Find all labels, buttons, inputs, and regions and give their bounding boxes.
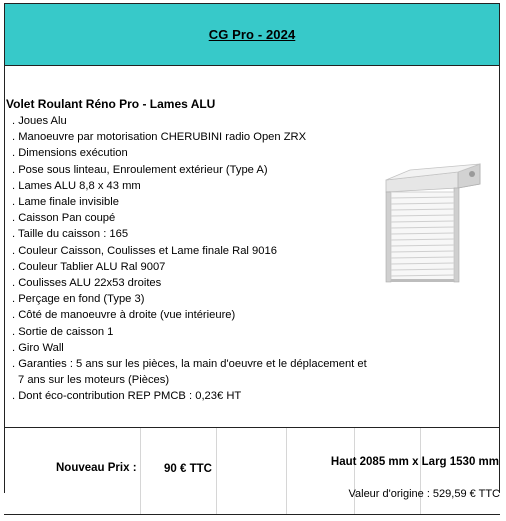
feature-item: . Caisson Pan coupé <box>12 212 116 225</box>
feature-item: . Joues Alu <box>12 115 67 127</box>
feature-item: . Garanties : 5 ans sur les pièces, la main d'oeuvre et le déplacement et <box>12 358 367 371</box>
feature-item: . Coulisses ALU 22x53 droites <box>12 277 162 290</box>
new-price-label: Nouveau Prix : <box>56 462 137 474</box>
dimensions-text: Haut 2085 mm x Larg 1530 mm <box>330 456 499 468</box>
feature-item: . Côté de manoeuvre à droite (vue intérieure) <box>12 309 236 322</box>
feature-item: . Dimensions exécution <box>12 147 128 160</box>
feature-item: . Couleur Tablier ALU Ral 9007 <box>12 260 166 273</box>
feature-item: . Taille du caisson : 165 <box>12 228 129 241</box>
page-title: CG Pro - 2024 <box>208 27 296 42</box>
footer-divider <box>4 427 500 428</box>
product-title: Volet Roulant Réno Pro - Lames ALU <box>6 97 216 111</box>
feature-item: . Manoeuvre par motorisation CHERUBINI radio Open ZRX <box>12 131 307 144</box>
feature-item: . Perçage en fond (Type 3) <box>12 293 145 306</box>
feature-item: . Pose sous linteau, Enroulement extérieur (Type A) <box>12 163 268 176</box>
feature-item: 7 ans sur les moteurs (Pièces) <box>18 374 170 387</box>
feature-item: . Lame finale invisible <box>12 196 119 209</box>
feature-item: . Lames ALU 8,8 x 43 mm <box>12 179 141 192</box>
feature-item: . Couleur Caisson, Coulisses et Lame finale Ral 9016 <box>12 244 277 257</box>
roller-shutter-image <box>380 158 490 286</box>
feature-list <box>12 113 367 405</box>
new-price-value: 90 € TTC <box>164 463 212 475</box>
feature-item: . Giro Wall <box>12 341 64 354</box>
original-value-text: Valeur d'origine : 529,59 € TTC <box>348 488 500 500</box>
feature-item: . Dont éco-contribution REP PMCB : 0,23€ HT <box>12 390 242 403</box>
footer-divider <box>4 514 500 515</box>
header-banner <box>4 3 500 66</box>
feature-item: . Sortie de caisson 1 <box>12 325 114 338</box>
